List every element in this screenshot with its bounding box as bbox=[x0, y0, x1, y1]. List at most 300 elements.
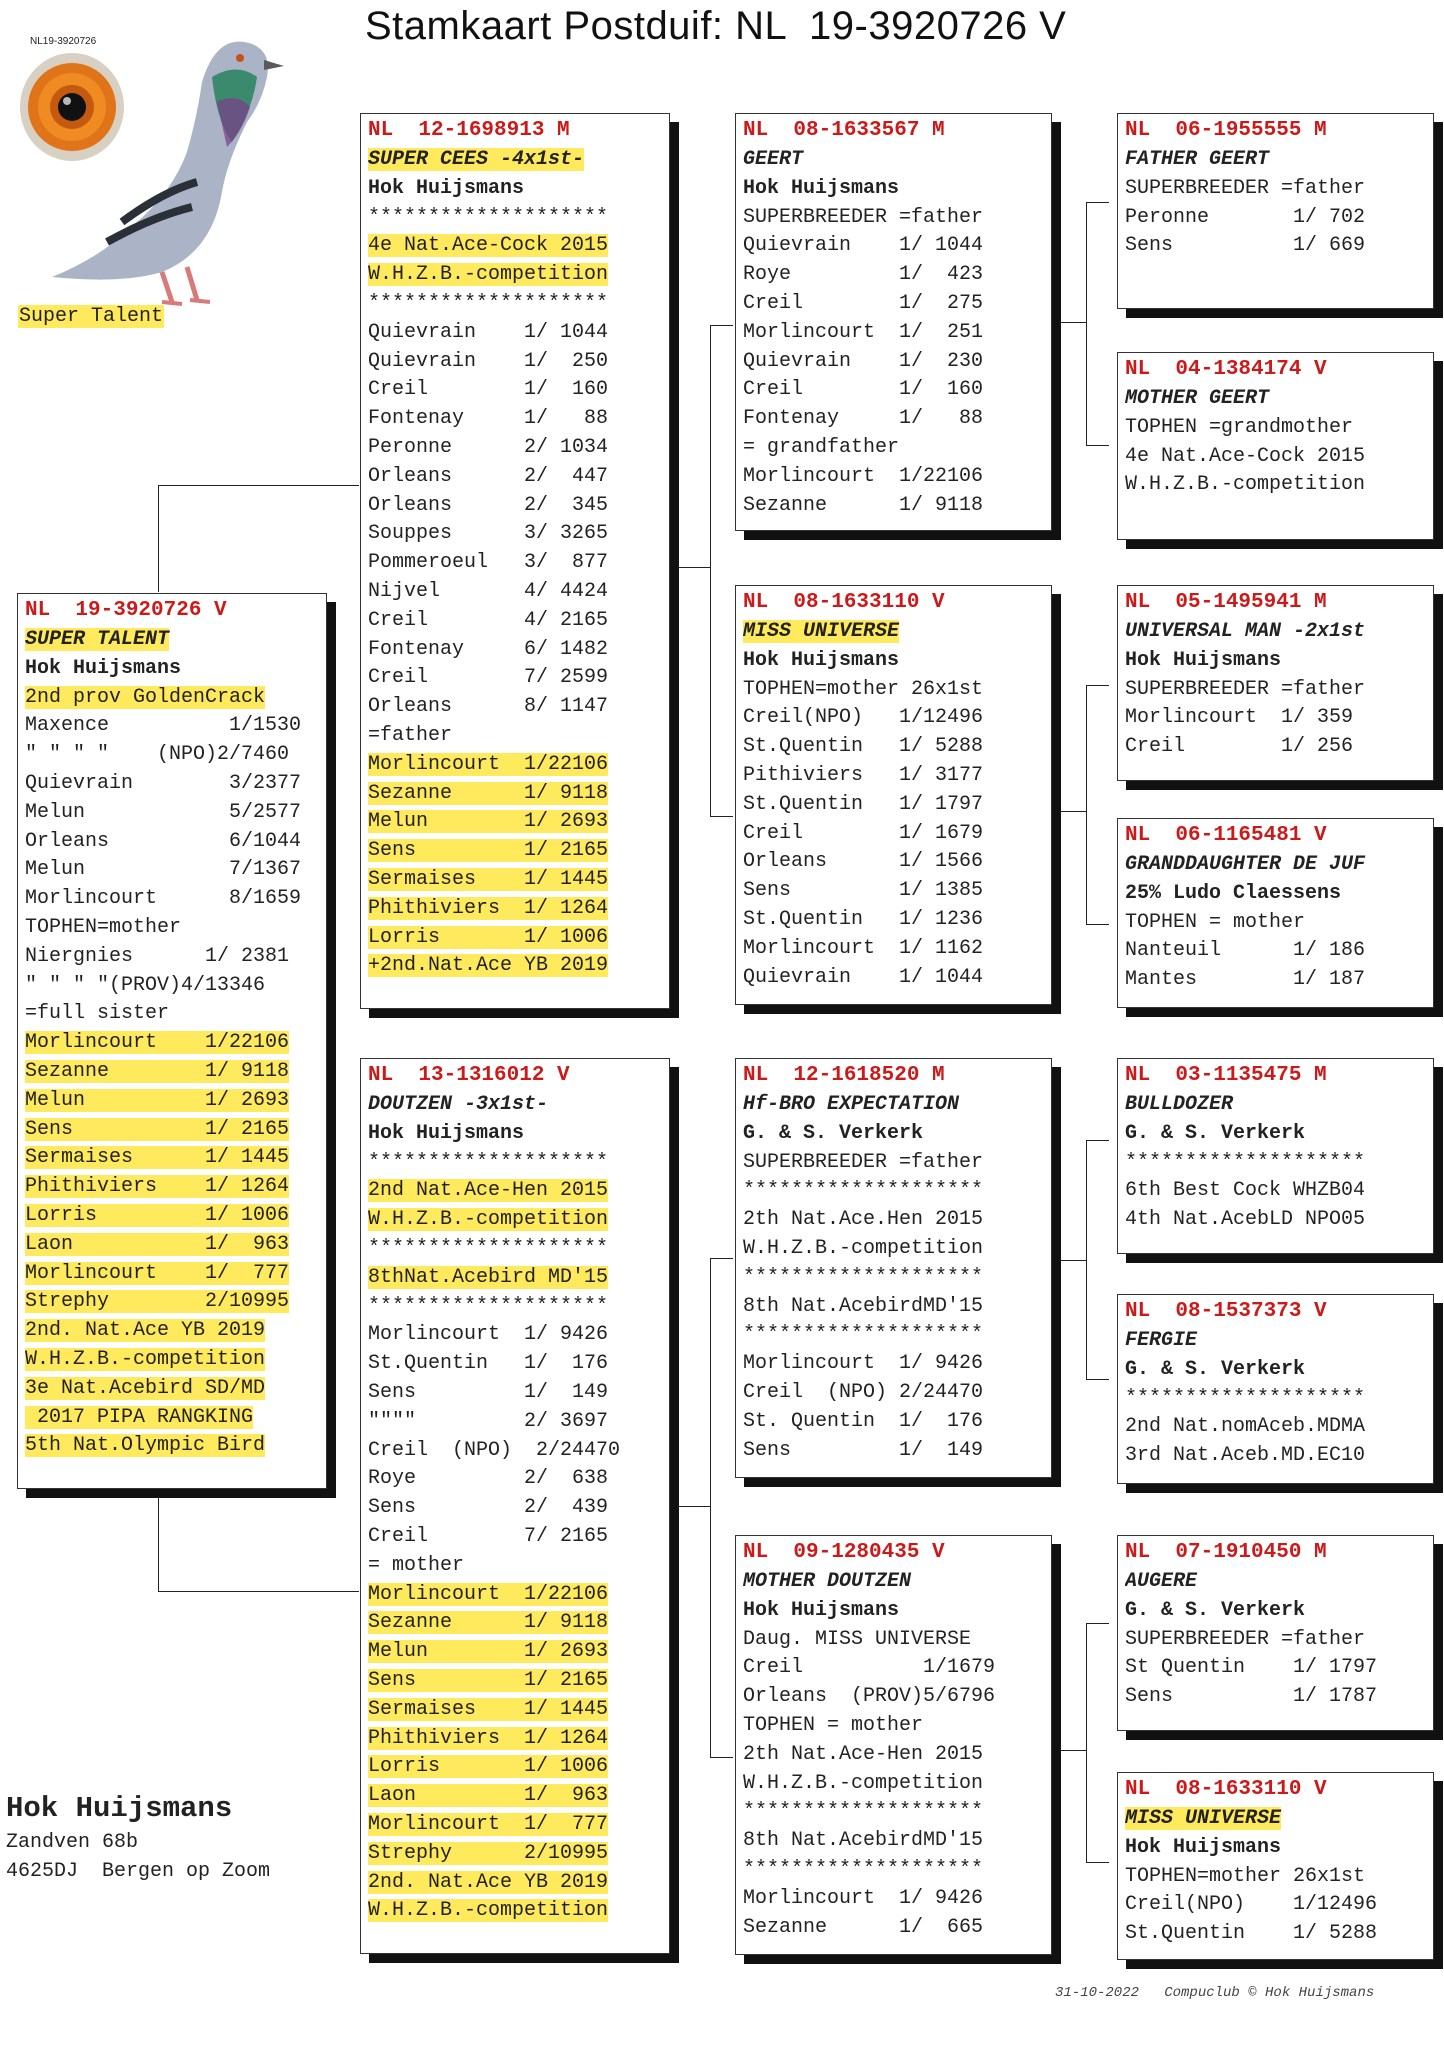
pedigree-line bbox=[25, 1317, 320, 1346]
pedigree-line-text: G. & S. Verkerk bbox=[1125, 1121, 1306, 1145]
pedigree-line-text: 3rd Nat.Aceb.MD.EC10 bbox=[1125, 1444, 1366, 1468]
pedigree-line-text: Sezanne 1/ 9118 bbox=[368, 1611, 609, 1635]
ring-number: NL 07-1910450 M bbox=[1125, 1541, 1327, 1564]
pedigree-line-text: Peronne 2/ 1034 bbox=[368, 435, 609, 459]
pedigree-line bbox=[368, 549, 663, 578]
pedigree-line-text: W.H.Z.B.-competition bbox=[25, 1347, 266, 1371]
pedigree-line bbox=[368, 492, 663, 521]
pedigree-line-text: Pithiviers 1/ 3177 bbox=[743, 763, 984, 787]
pedigree-line-text: DOUTZEN -3x1st- bbox=[368, 1093, 549, 1116]
pedigree-line-text: """" 2/ 3697 bbox=[368, 1409, 609, 1433]
ring-number: NL 05-1495941 M bbox=[1125, 591, 1327, 614]
pedigree-line-text: ******************** bbox=[743, 1265, 984, 1289]
ring-number: NL 08-1633567 M bbox=[743, 119, 945, 142]
pedigree-line-text: St.Quentin 1/ 176 bbox=[368, 1352, 609, 1376]
pedigree-line-text: GEERT bbox=[743, 148, 804, 171]
pedigree-line bbox=[1125, 1356, 1427, 1385]
pigeon-name bbox=[1125, 618, 1427, 647]
pedigree-line-text: Melun 1/ 2693 bbox=[368, 1640, 609, 1664]
pedigree-line bbox=[368, 1552, 663, 1581]
pigeon-name bbox=[1125, 146, 1427, 175]
pedigree-line-text: ******************** bbox=[368, 1294, 609, 1318]
pedigree-line bbox=[1125, 676, 1427, 705]
pedigree-line-text: W.H.Z.B.-competition bbox=[368, 263, 609, 287]
pedigree-line-text: UNIVERSAL MAN -2x1st bbox=[1125, 620, 1366, 643]
pedigree-line bbox=[368, 952, 663, 981]
pedigree-line bbox=[743, 405, 1045, 434]
pedigree-line-text: SUPER CEES -4x1st- bbox=[368, 148, 585, 171]
pedigree-line bbox=[743, 1626, 1045, 1655]
pedigree-line-text: = mother bbox=[368, 1553, 465, 1577]
pedigree-line-text: Nijvel 4/ 4424 bbox=[368, 579, 609, 603]
pedigree-line bbox=[25, 828, 320, 857]
pedigree-line-text: 2017 PIPA RANGKING bbox=[25, 1405, 254, 1429]
pedigree-line-text: Morlincourt 1/ 9426 bbox=[743, 1886, 984, 1910]
pedigree-card-fm-father bbox=[1117, 585, 1434, 781]
pedigree-line bbox=[743, 1798, 1045, 1827]
pedigree-line-text: ******************** bbox=[743, 1323, 984, 1347]
pedigree-line-text: Sens 1/ 1385 bbox=[743, 879, 984, 903]
pedigree-line bbox=[25, 1404, 320, 1433]
pedigree-line-text: TOPHEN =grandmother bbox=[1125, 415, 1354, 439]
pedigree-line bbox=[1125, 733, 1427, 762]
pedigree-line-text: ******************** bbox=[1125, 1150, 1366, 1174]
owner-address-line-1: Zandven 68b bbox=[6, 1831, 139, 1854]
pigeon-name bbox=[1125, 1568, 1427, 1597]
pedigree-line-text: 2th Nat.Ace.Hen 2015 bbox=[743, 1208, 984, 1232]
pedigree-line-text: Hok Huijsmans bbox=[1125, 648, 1282, 672]
connector-fm-bracket bbox=[1086, 685, 1109, 925]
pedigree-line-text: Creil 1/ 1679 bbox=[743, 821, 984, 845]
pedigree-line bbox=[743, 1264, 1045, 1293]
pedigree-line bbox=[25, 799, 320, 828]
pedigree-line-text: = grandfather bbox=[743, 435, 900, 459]
pedigree-line bbox=[743, 647, 1045, 676]
pedigree-card-paternal-grandmother bbox=[735, 585, 1052, 1005]
pedigree-line-text: +2nd.Nat.Ace YB 2019 bbox=[368, 954, 609, 978]
pedigree-line bbox=[25, 856, 320, 885]
pedigree-line-text: Creil(NPO) 1/12496 bbox=[743, 706, 984, 730]
pedigree-line bbox=[743, 1683, 1045, 1712]
pedigree-line-text: Roye 1/ 423 bbox=[743, 263, 984, 287]
pedigree-line bbox=[368, 664, 663, 693]
pedigree-line-text: Fontenay 1/ 88 bbox=[368, 407, 609, 431]
connector-mother-bracket bbox=[710, 1258, 733, 1758]
pedigree-line-text: Hok Huijsmans bbox=[368, 176, 525, 200]
pedigree-line-text: Fontenay 6/ 1482 bbox=[368, 637, 609, 661]
pedigree-line bbox=[25, 655, 320, 684]
pedigree-line-text: " " " " (NPO)2/7460 bbox=[25, 743, 290, 767]
pedigree-line-text: Mantes 1/ 187 bbox=[1125, 968, 1366, 992]
pedigree-line bbox=[743, 1770, 1045, 1799]
pedigree-line bbox=[1125, 1891, 1427, 1920]
pedigree-line-text: St. Quentin 1/ 176 bbox=[743, 1409, 984, 1433]
pedigree-line bbox=[25, 1173, 320, 1202]
pedigree-line-text: W.H.Z.B.-competition bbox=[1125, 473, 1366, 497]
owner-name: Hok Huijsmans bbox=[6, 1792, 233, 1825]
pedigree-line-text: Lorris 1/ 1006 bbox=[368, 925, 609, 949]
pedigree-line bbox=[743, 935, 1045, 964]
pedigree-line bbox=[1125, 880, 1427, 909]
pedigree-line-text: 4th Nat.AcebLD NPO05 bbox=[1125, 1208, 1366, 1232]
pedigree-line-text: 8th Nat.AcebirdMD'15 bbox=[743, 1829, 984, 1853]
pedigree-line-text: TOPHEN=mother 26x1st bbox=[743, 677, 984, 701]
pigeon-name bbox=[743, 1091, 1045, 1120]
pedigree-line bbox=[25, 1231, 320, 1260]
pedigree-line-text: Strephy 2/10995 bbox=[25, 1290, 290, 1314]
pedigree-line bbox=[743, 348, 1045, 377]
pedigree-line bbox=[1125, 1413, 1427, 1442]
pedigree-line bbox=[25, 1116, 320, 1145]
pedigree-line bbox=[25, 885, 320, 914]
owner-block bbox=[6, 1790, 270, 1886]
pedigree-line bbox=[743, 1379, 1045, 1408]
pigeon-photo bbox=[12, 22, 302, 312]
pedigree-line bbox=[743, 1293, 1045, 1322]
pedigree-line-text: Laon 1/ 963 bbox=[25, 1232, 290, 1256]
pedigree-line bbox=[368, 1523, 663, 1552]
pedigree-line-text: =father bbox=[368, 723, 453, 747]
pedigree-line-text: 2th Nat.Ace-Hen 2015 bbox=[743, 1742, 984, 1766]
pedigree-line-text: Quievrain 1/ 230 bbox=[743, 349, 984, 373]
pedigree-line-text: 4e Nat.Ace-Cock 2015 bbox=[368, 234, 609, 258]
pedigree-line-text: Hok Huijsmans bbox=[743, 648, 900, 672]
pedigree-line-text: ******************** bbox=[743, 1179, 984, 1203]
pedigree-line bbox=[368, 1408, 663, 1437]
pedigree-line-text: 5th Nat.Olympic Bird bbox=[25, 1434, 266, 1458]
pedigree-line-text: W.H.Z.B.-competition bbox=[743, 1771, 984, 1795]
connector-mf-bracket bbox=[1086, 1140, 1109, 1380]
pedigree-line bbox=[1125, 1149, 1427, 1178]
connector-father-parents bbox=[672, 567, 710, 568]
pedigree-line-text: Hok Huijsmans bbox=[743, 176, 900, 200]
pedigree-line bbox=[368, 1264, 663, 1293]
pigeon-name bbox=[743, 146, 1045, 175]
pedigree-line bbox=[368, 693, 663, 722]
pedigree-line-text: Daug. MISS UNIVERSE bbox=[743, 1627, 972, 1651]
pedigree-line-text: =full sister bbox=[25, 1002, 170, 1026]
pedigree-line-text: Sezanne 1/ 9118 bbox=[368, 781, 609, 805]
pedigree-line bbox=[1125, 175, 1427, 204]
pedigree-line bbox=[743, 733, 1045, 762]
pedigree-line bbox=[25, 1029, 320, 1058]
pedigree-line-text: TOPHEN = mother bbox=[743, 1713, 924, 1737]
pedigree-line-text: Orleans 2/ 345 bbox=[368, 493, 609, 517]
pedigree-line-text: Morlincourt 1/ 359 bbox=[1125, 706, 1354, 730]
pedigree-line bbox=[368, 1609, 663, 1638]
pedigree-line bbox=[1125, 937, 1427, 966]
pedigree-card-paternal-grandfather bbox=[735, 113, 1052, 531]
pedigree-line-text: Morlincourt 1/22106 bbox=[368, 1582, 609, 1606]
pedigree-line bbox=[743, 492, 1045, 521]
pedigree-line bbox=[368, 1753, 663, 1782]
pedigree-line bbox=[1125, 443, 1427, 472]
pedigree-line-text: Souppes 3/ 3265 bbox=[368, 522, 609, 546]
ring-number: NL 09-1280435 V bbox=[743, 1541, 945, 1564]
pedigree-line bbox=[25, 1346, 320, 1375]
pedigree-line bbox=[1125, 647, 1427, 676]
pedigree-line-text: Melun 5/2577 bbox=[25, 800, 302, 824]
pedigree-line-text: SUPERBREEDER =father bbox=[743, 1150, 984, 1174]
pedigree-line bbox=[368, 1293, 663, 1322]
pedigree-line bbox=[743, 319, 1045, 348]
pedigree-line bbox=[743, 1177, 1045, 1206]
pedigree-line bbox=[368, 348, 663, 377]
pedigree-line-text: Lorris 1/ 1006 bbox=[25, 1203, 290, 1227]
pedigree-line bbox=[1125, 704, 1427, 733]
pedigree-line bbox=[25, 972, 320, 1001]
pedigree-line-text: Morlincourt 1/ 251 bbox=[743, 320, 984, 344]
pedigree-line bbox=[25, 1144, 320, 1173]
pedigree-line-text: Melun 1/ 2693 bbox=[25, 1088, 290, 1112]
photo-caption: Super Talent bbox=[19, 305, 164, 328]
pedigree-line-text: SUPERBREEDER =father bbox=[1125, 1627, 1366, 1651]
pedigree-line bbox=[1125, 414, 1427, 443]
pedigree-line-text: Sezanne 1/ 665 bbox=[743, 1915, 984, 1939]
pedigree-line-text: TOPHEN = mother bbox=[1125, 910, 1306, 934]
pedigree-line bbox=[368, 261, 663, 290]
connector-mm-bracket bbox=[1086, 1623, 1109, 1863]
pedigree-line-text: Creil 1/1679 bbox=[743, 1656, 996, 1680]
pedigree-line-text: Maxence 1/1530 bbox=[25, 714, 302, 738]
pedigree-line-text: ******************** bbox=[368, 1236, 609, 1260]
pedigree-line-text: Morlincourt 1/22106 bbox=[368, 752, 609, 776]
pedigree-line bbox=[743, 1235, 1045, 1264]
pedigree-line bbox=[25, 1288, 320, 1317]
pedigree-card-maternal-grandfather bbox=[735, 1058, 1052, 1478]
pedigree-line-text: Sens 1/ 149 bbox=[368, 1380, 609, 1404]
pedigree-line-text: Fontenay 1/ 88 bbox=[743, 407, 984, 431]
pedigree-line bbox=[368, 751, 663, 780]
pedigree-line-text: Morlincourt 1/ 1162 bbox=[743, 936, 984, 960]
pedigree-line bbox=[25, 712, 320, 741]
pedigree-line-text: Sens 1/ 2165 bbox=[25, 1117, 290, 1141]
pedigree-line bbox=[1125, 1683, 1427, 1712]
pedigree-line-text: Morlincourt 1/22106 bbox=[743, 464, 984, 488]
pedigree-line-text: W.H.Z.B.-competition bbox=[368, 1899, 609, 1923]
pedigree-line bbox=[368, 1177, 663, 1206]
pedigree-line bbox=[1125, 204, 1427, 233]
pigeon-name bbox=[743, 1568, 1045, 1597]
pedigree-line-text: FATHER GEERT bbox=[1125, 148, 1270, 171]
pedigree-line-text: TOPHEN=mother bbox=[25, 915, 182, 939]
pedigree-line-text: G. & S. Verkerk bbox=[743, 1121, 924, 1145]
pedigree-line-text: Hok Huijsmans bbox=[368, 1121, 525, 1145]
pedigree-line bbox=[368, 1696, 663, 1725]
pedigree-line-text: SUPERBREEDER =father bbox=[1125, 677, 1366, 701]
pedigree-line bbox=[368, 1811, 663, 1840]
pedigree-line bbox=[743, 676, 1045, 705]
pedigree-line-text: 2nd Nat.Ace-Hen 2015 bbox=[368, 1179, 609, 1203]
pedigree-line-text: Phithiviers 1/ 1264 bbox=[368, 896, 609, 920]
pedigree-line bbox=[368, 636, 663, 665]
pedigree-line bbox=[1125, 1920, 1427, 1949]
pedigree-line bbox=[743, 704, 1045, 733]
pedigree-line bbox=[743, 1712, 1045, 1741]
pedigree-line-text: Morlincourt 1/ 9426 bbox=[368, 1323, 609, 1347]
pedigree-line-text: ******************** bbox=[743, 1857, 984, 1881]
pedigree-line-text: Creil (NPO) 2/24470 bbox=[743, 1380, 984, 1404]
pedigree-line-text: Sens 1/ 2165 bbox=[368, 1668, 609, 1692]
pedigree-line bbox=[743, 1408, 1045, 1437]
pedigree-line bbox=[368, 1120, 663, 1149]
pedigree-card-mother bbox=[360, 1058, 670, 1954]
pedigree-line-text: Creil 1/ 256 bbox=[1125, 735, 1354, 759]
footer-credit: 31-10-2022 Compuclub © Hok Huijsmans bbox=[1055, 1985, 1375, 2001]
pedigree-line bbox=[368, 722, 663, 751]
pedigree-line bbox=[743, 463, 1045, 492]
pedigree-line bbox=[743, 964, 1045, 993]
pedigree-line-text: Sezanne 1/ 9118 bbox=[25, 1059, 290, 1083]
ring-number: NL 08-1633110 V bbox=[1125, 1778, 1327, 1801]
pedigree-card-mf-mother bbox=[1117, 1294, 1434, 1484]
pedigree-line bbox=[368, 837, 663, 866]
pedigree-line bbox=[368, 895, 663, 924]
pedigree-line bbox=[368, 1667, 663, 1696]
pedigree-line-text: ******************** bbox=[1125, 1386, 1366, 1410]
pedigree-line-text: Morlincourt 8/1659 bbox=[25, 887, 302, 911]
pedigree-line bbox=[368, 1869, 663, 1898]
pedigree-line bbox=[1125, 1206, 1427, 1235]
pedigree-line bbox=[743, 1654, 1045, 1683]
pedigree-line bbox=[743, 877, 1045, 906]
pedigree-line bbox=[743, 906, 1045, 935]
connector-mf-parents bbox=[1054, 1260, 1086, 1261]
pedigree-line bbox=[368, 463, 663, 492]
pedigree-line bbox=[368, 1235, 663, 1264]
pedigree-line bbox=[368, 1897, 663, 1926]
pedigree-line-text: 8th Nat.AcebirdMD'15 bbox=[743, 1294, 984, 1318]
pedigree-line-text: GRANDDAUGHTER DE JUF bbox=[1125, 853, 1366, 876]
pedigree-line-text: 8thNat.Acebird MD'15 bbox=[368, 1265, 609, 1289]
pedigree-line-text: Roye 2/ 638 bbox=[368, 1467, 609, 1491]
pedigree-line bbox=[743, 1149, 1045, 1178]
pedigree-line-text: MISS UNIVERSE bbox=[743, 620, 900, 643]
pedigree-line bbox=[368, 204, 663, 233]
pedigree-line-text: Morlincourt 1/ 777 bbox=[25, 1261, 290, 1285]
pedigree-line-text: ******************** bbox=[368, 291, 609, 315]
pedigree-card-subject bbox=[17, 593, 327, 1489]
pedigree-line-text: 2nd. Nat.Ace YB 2019 bbox=[25, 1319, 266, 1343]
pedigree-card-mm-father bbox=[1117, 1535, 1434, 1731]
pedigree-line bbox=[1125, 1834, 1427, 1863]
ring-number: NL 04-1384174 V bbox=[1125, 358, 1327, 381]
pedigree-line-text: " " " "(PROV)4/13346 bbox=[25, 973, 266, 997]
photo-ring-number: NL19-3920726 bbox=[30, 36, 97, 47]
pedigree-line-text: Phithiviers 1/ 1264 bbox=[25, 1175, 290, 1199]
pedigree-line bbox=[368, 376, 663, 405]
pedigree-card-mf-father bbox=[1117, 1058, 1434, 1254]
pedigree-line-text: Quievrain 1/ 1044 bbox=[743, 234, 984, 258]
pedigree-line-text: Creil 1/ 160 bbox=[743, 378, 984, 402]
pedigree-line bbox=[743, 1827, 1045, 1856]
pedigree-line bbox=[743, 1321, 1045, 1350]
pedigree-line bbox=[1125, 1442, 1427, 1471]
pedigree-line bbox=[368, 1206, 663, 1235]
pigeon-name bbox=[1125, 851, 1427, 880]
connector-subject-mother bbox=[158, 1491, 359, 1592]
pigeon-name bbox=[1125, 1805, 1427, 1834]
pedigree-line bbox=[368, 808, 663, 837]
pedigree-line bbox=[1125, 909, 1427, 938]
pedigree-line bbox=[25, 1087, 320, 1116]
pedigree-line-text: ******************** bbox=[368, 1150, 609, 1174]
ring-number: NL 06-1165481 V bbox=[1125, 824, 1327, 847]
pedigree-line bbox=[368, 1581, 663, 1610]
pedigree-line-text: Creil 1/ 275 bbox=[743, 291, 984, 315]
pedigree-line-text: MISS UNIVERSE bbox=[1125, 1807, 1282, 1830]
pedigree-line-text: G. & S. Verkerk bbox=[1125, 1357, 1306, 1381]
pedigree-line bbox=[368, 319, 663, 348]
pedigree-line-text: Melun 1/ 2693 bbox=[368, 810, 609, 834]
pedigree-line bbox=[368, 405, 663, 434]
pedigree-line bbox=[1125, 1626, 1427, 1655]
pedigree-line-text: 3e Nat.Acebird SD/MD bbox=[25, 1376, 266, 1400]
pedigree-line bbox=[25, 914, 320, 943]
pigeon-name bbox=[25, 626, 320, 655]
pedigree-line-text: Morlincourt 1/ 777 bbox=[368, 1812, 609, 1836]
pedigree-line bbox=[368, 780, 663, 809]
pedigree-line bbox=[368, 520, 663, 549]
pedigree-line-text: 2nd prov GoldenCrack bbox=[25, 685, 266, 709]
pedigree-line bbox=[743, 376, 1045, 405]
owner-address-line-2: 4625DJ Bergen op Zoom bbox=[6, 1860, 271, 1883]
pedigree-line bbox=[368, 1782, 663, 1811]
pedigree-line-text: 4e Nat.Ace-Cock 2015 bbox=[1125, 444, 1366, 468]
pedigree-line bbox=[743, 1120, 1045, 1149]
pedigree-line-text: Orleans 8/ 1147 bbox=[368, 695, 609, 719]
pedigree-line bbox=[368, 1465, 663, 1494]
pedigree-line-text: Sezanne 1/ 9118 bbox=[743, 493, 984, 517]
pedigree-line bbox=[1125, 1177, 1427, 1206]
pedigree-line-text: Orleans 1/ 1566 bbox=[743, 850, 984, 874]
pedigree-line bbox=[743, 1437, 1045, 1466]
pedigree-line bbox=[25, 1260, 320, 1289]
pedigree-line bbox=[25, 1000, 320, 1029]
pedigree-line-text: Laon 1/ 963 bbox=[368, 1784, 609, 1808]
pedigree-line bbox=[743, 290, 1045, 319]
pedigree-line bbox=[25, 943, 320, 972]
pedigree-line-text: 25% Ludo Claessens bbox=[1125, 881, 1342, 905]
pedigree-line-text: Hok Huijsmans bbox=[743, 1598, 900, 1622]
pedigree-line-text: Melun 7/1367 bbox=[25, 858, 302, 882]
pedigree-line-text: Hok Huijsmans bbox=[1125, 1835, 1282, 1859]
pedigree-line bbox=[368, 1437, 663, 1466]
pedigree-line bbox=[743, 1856, 1045, 1885]
pedigree-line-text: St.Quentin 1/ 1236 bbox=[743, 907, 984, 931]
pedigree-line bbox=[743, 791, 1045, 820]
pedigree-line-text: Orleans 6/1044 bbox=[25, 829, 302, 853]
pedigree-line-text: SUPERBREEDER =father bbox=[743, 205, 984, 229]
pedigree-line-text: Orleans (PROV)5/6796 bbox=[743, 1685, 996, 1709]
pigeon-name bbox=[1125, 1091, 1427, 1120]
pedigree-line bbox=[743, 848, 1045, 877]
pedigree-card-mm-mother bbox=[1117, 1772, 1434, 1960]
pedigree-line bbox=[743, 204, 1045, 233]
pedigree-line bbox=[743, 1597, 1045, 1626]
pedigree-line bbox=[743, 1914, 1045, 1943]
pedigree-card-father bbox=[360, 113, 670, 1009]
connector-mother-parents bbox=[672, 1506, 710, 1507]
pedigree-line bbox=[368, 578, 663, 607]
pedigree-line bbox=[368, 924, 663, 953]
pedigree-line bbox=[743, 1885, 1045, 1914]
pedigree-card-ff-father bbox=[1117, 113, 1434, 309]
pedigree-line-text: St.Quentin 1/ 5288 bbox=[743, 735, 984, 759]
connector-ff-bracket bbox=[1086, 202, 1109, 446]
pedigree-line-text: Orleans 2/ 447 bbox=[368, 464, 609, 488]
pedigree-line-text: Sens 1/ 2165 bbox=[368, 839, 609, 863]
